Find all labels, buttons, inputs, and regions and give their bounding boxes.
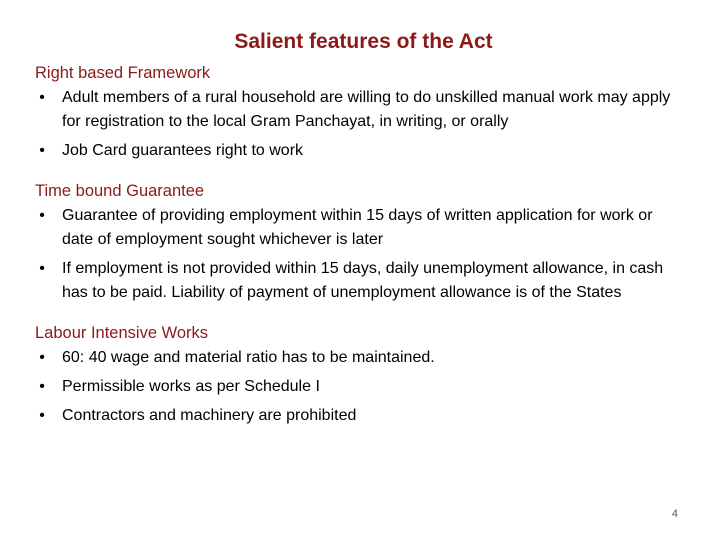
bullet-text: Guarantee of providing employment within 15 days of written application for work or date of employment sought whichever is later — [62, 207, 653, 248]
bullet-icon: • — [39, 142, 45, 159]
bullet-text: If employment is not provided within 15 days, daily unemployment allowance, in cash has to be paid. Liability of payment of unemployment allowance is of the States — [62, 260, 664, 301]
bullet-text: Contractors and machinery are prohibited — [62, 407, 357, 424]
bullet-icon: • — [39, 207, 45, 224]
slide-content — [35, 62, 675, 428]
bullet-item — [35, 375, 675, 399]
bullet-icon: • — [39, 407, 45, 424]
section-labour-intensive-works — [35, 322, 675, 428]
bullet-list — [35, 204, 675, 305]
bullet-item — [35, 204, 675, 252]
section-right-based-framework — [35, 62, 675, 163]
slide-title: Salient features of the Act — [234, 30, 493, 53]
bullet-icon: • — [39, 349, 45, 366]
bullet-list — [35, 346, 675, 428]
bullet-text: 60: 40 wage and material ratio has to be maintained. — [62, 349, 435, 366]
bullet-item — [35, 257, 675, 305]
bullet-item — [35, 346, 675, 370]
section-heading: Right based Framework — [35, 64, 211, 82]
section-heading: Labour Intensive Works — [35, 324, 209, 342]
bullet-text: Permissible works as per Schedule I — [62, 378, 320, 395]
bullet-list — [35, 86, 675, 163]
bullet-item — [35, 404, 675, 428]
page-number: 4 — [671, 508, 678, 520]
section-time-bound-guarantee — [35, 180, 675, 305]
bullet-text: Adult members of a rural household are willing to do unskilled manual work may apply for registration to the local Gram Panchayat, in writing, or orally — [62, 89, 671, 130]
bullet-icon: • — [39, 260, 45, 277]
section-heading: Time bound Guarantee — [35, 182, 205, 200]
bullet-text: Job Card guarantees right to work — [62, 142, 304, 159]
bullet-item — [35, 86, 675, 134]
bullet-icon: • — [39, 89, 45, 106]
bullet-item — [35, 139, 675, 163]
bullet-icon: • — [39, 378, 45, 395]
